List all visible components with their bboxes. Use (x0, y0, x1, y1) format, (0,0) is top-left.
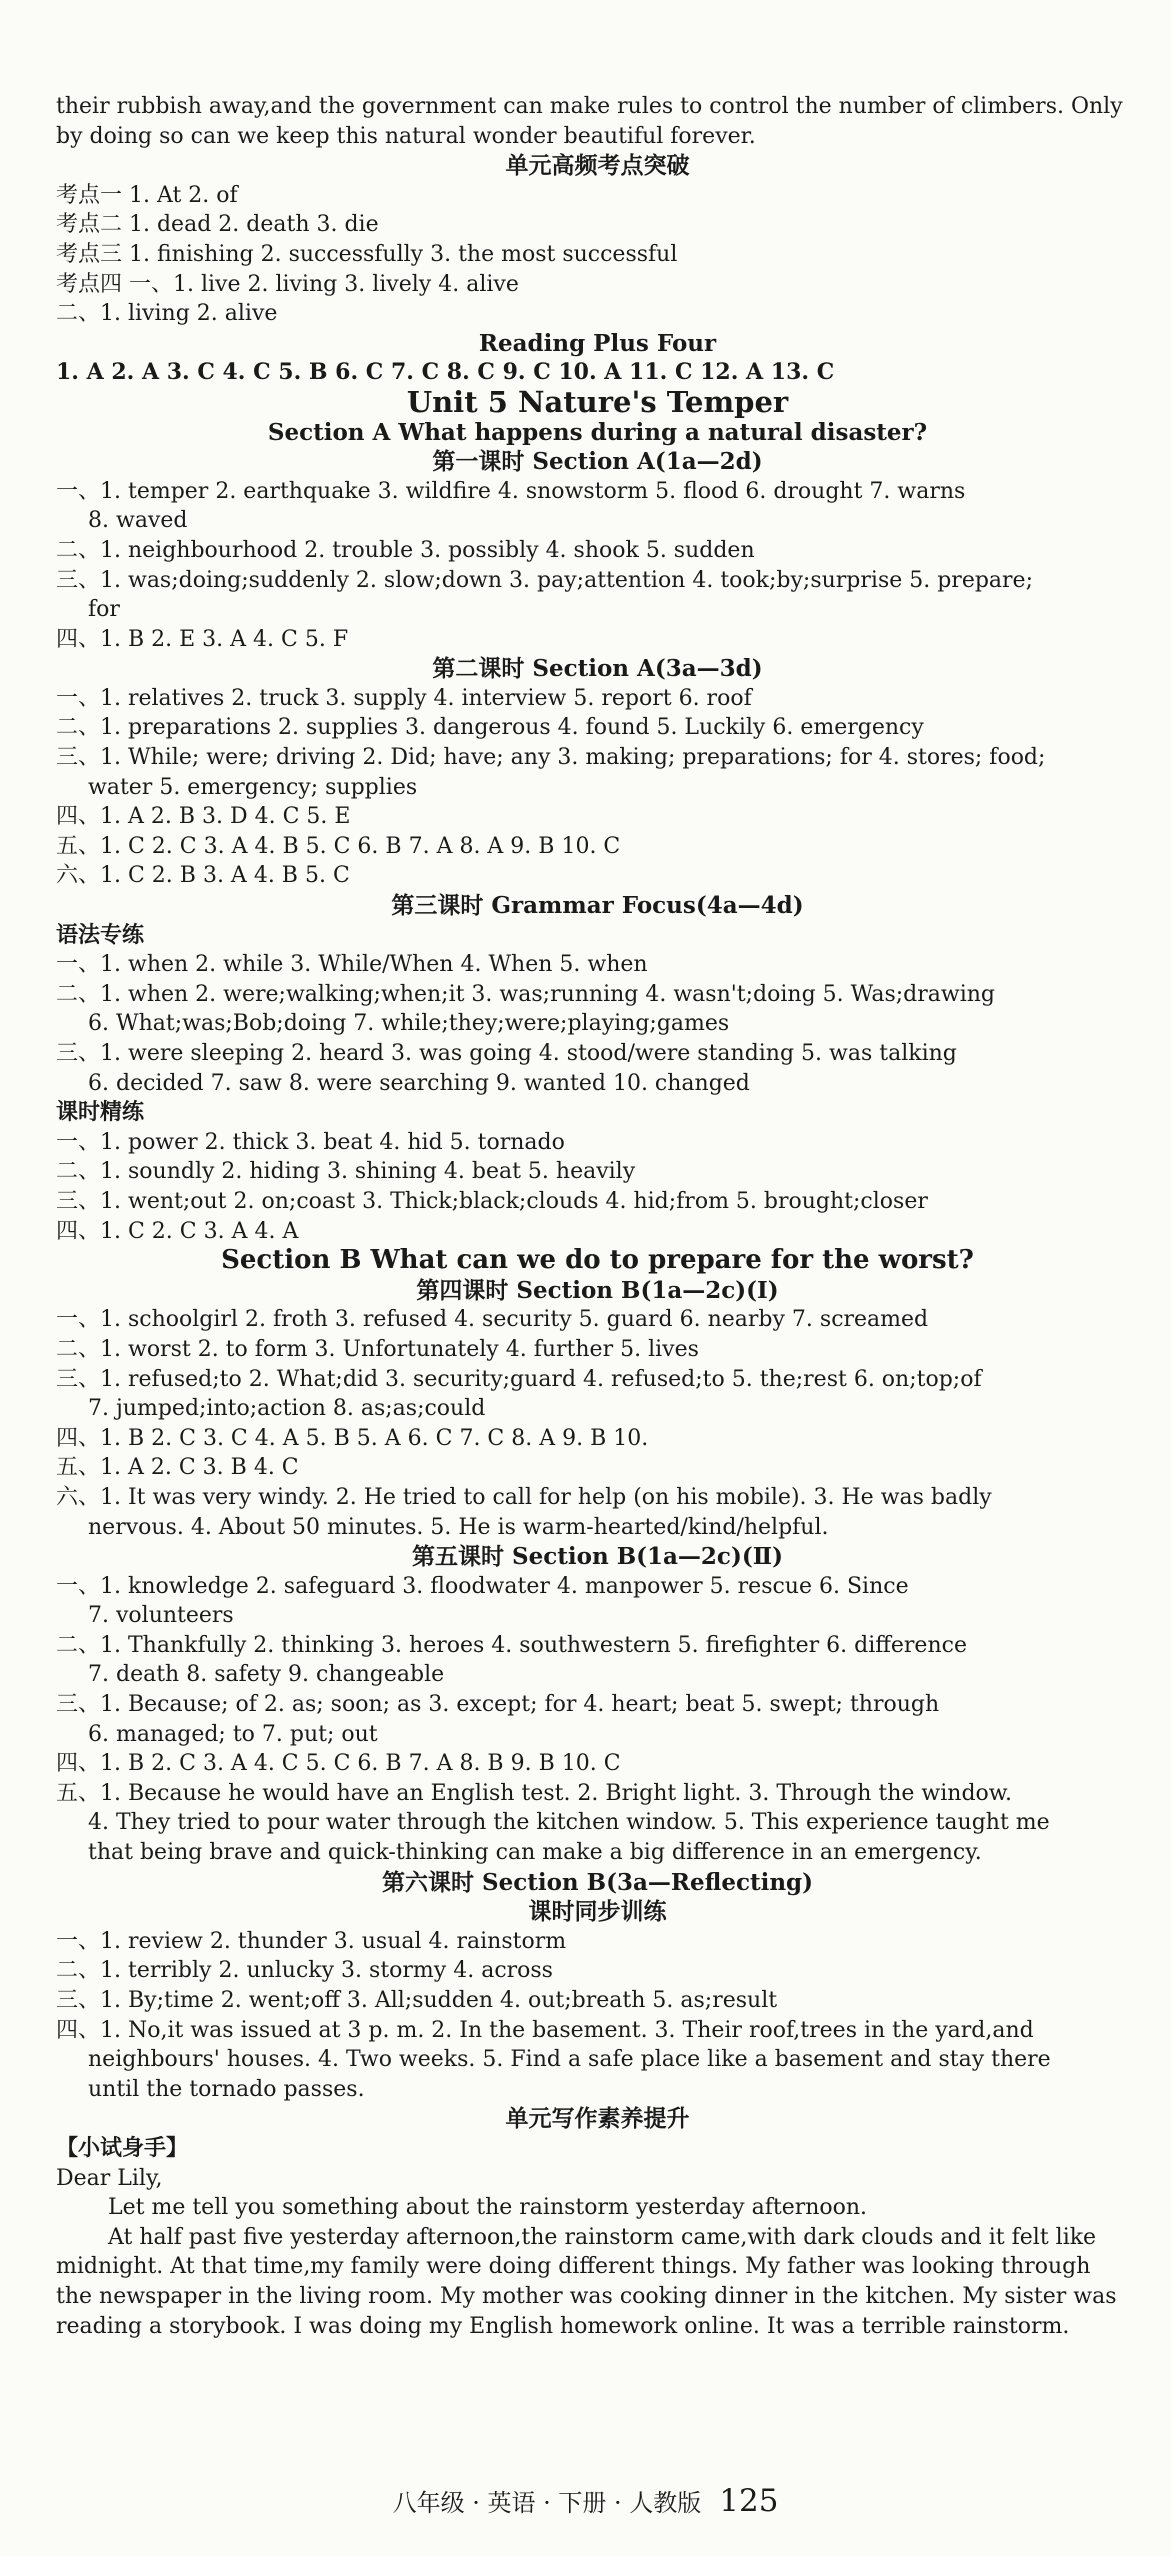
text-line: 五、1. C 2. C 3. A 4. B 5. C 6. B 7. A 8. A 9. B 10. C (56, 833, 621, 859)
text-line: for (88, 597, 120, 623)
text-line: 6. decided 7. saw 8. were searching 9. wanted 10. changed (88, 1070, 750, 1096)
text-line: 7. jumped;into;action 8. as;as;could (88, 1396, 486, 1422)
text-line: 二、1. terribly 2. unlucky 3. stormy 4. across (56, 1958, 553, 1984)
text-line: 6. What;was;Bob;doing 7. while;they;were;playing;games (88, 1011, 730, 1037)
section-heading: Section A What happens during a natural disaster? (267, 418, 928, 446)
text-line: 一、1. power 2. thick 3. beat 4. hid 5. tornado (56, 1129, 565, 1155)
text-line: 二、1. neighbourhood 2. trouble 3. possibly 4. shook 5. sudden (56, 537, 755, 563)
text-line: 考点二 1. dead 2. death 3. die (56, 212, 379, 238)
text-line: 二、1. worst 2. to form 3. Unfortunately 4. further 5. lives (56, 1336, 699, 1362)
section-heading: 第三课时 Grammar Focus(4a—4d) (391, 892, 804, 920)
text-line: At half past five yesterday afternoon,the rainstorm came,with dark clouds and it felt like (108, 2224, 1097, 2250)
text-line: 三、1. While; were; driving 2. Did; have; any 3. making; preparations; for 4. stores; food; (56, 745, 1046, 771)
text-line: by doing so can we keep this natural wonder beautiful forever. (56, 123, 756, 149)
text-line: Dear Lily, (56, 2165, 163, 2191)
text-line: 三、1. were sleeping 2. heard 3. was going 4. stood/were standing 5. was talking (56, 1041, 957, 1066)
text-line: 考点三 1. finishing 2. successfully 3. the most successful (56, 241, 678, 267)
text-line: 一、1. temper 2. earthquake 3. wildfire 4. snowstorm 5. flood 6. drought 7. warns (56, 478, 966, 504)
text-line: nervous. 4. About 50 minutes. 5. He is warm-hearted/kind/helpful. (88, 1514, 829, 1540)
text-line: 三、1. By;time 2. went;off 3. All;sudden 4. out;breath 5. as;result (56, 1988, 778, 2013)
text-line: 五、1. Because he would have an English test. 2. Bright light. 3. Through the window. (56, 1780, 1012, 1806)
text-line: 考点一 1. At 2. of (56, 182, 238, 208)
text-line: 二、1. when 2. were;walking;when;it 3. was;running 4. wasn't;doing 5. Was;drawing (56, 981, 996, 1007)
text-line: 语法专练 (56, 921, 145, 948)
text-line: 一、1. schoolgirl 2. froth 3. refused 4. security 5. guard 6. nearby 7. screamed (56, 1307, 929, 1333)
text-line: 五、1. A 2. C 3. B 4. C (56, 1455, 299, 1481)
text-line: their rubbish away,and the government can make rules to control the number of climbers. Only (56, 94, 1123, 119)
text-line: midnight. At that time,my family were doing different things. My father was looking through (56, 2254, 1091, 2280)
section-heading: Reading Plus Four (478, 329, 717, 357)
text-line: 课时精练 (56, 1099, 145, 1126)
text-line: 三、1. went;out 2. on;coast 3. Thick;black;clouds 4. hid;from 5. brought;closer (56, 1188, 928, 1214)
text-line: 7. death 8. safety 9. changeable (88, 1662, 445, 1688)
text-line: 三、1. Because; of 2. as; soon; as 3. except; for 4. heart; beat 5. swept; through (56, 1692, 940, 1718)
text-line: that being brave and quick-thinking can make a big difference in an emergency. (88, 1840, 982, 1866)
text-line: Let me tell you something about the rainstorm yesterday afternoon. (108, 2195, 868, 2221)
text-line: 三、1. refused;to 2. What;did 3. security;guard 4. refused;to 5. the;rest 6. on;top;of (56, 1366, 982, 1392)
text-line: 四、1. B 2. C 3. C 4. A 5. B 5. A 6. C 7. C 8. A 9. B 10. (56, 1425, 649, 1451)
text-line: reading a storybook. I was doing my English homework online. It was a terrible rainstorm. (56, 2313, 1070, 2339)
text-line: 三、1. was;doing;suddenly 2. slow;down 3. pay;attention 4. took;by;surprise 5. prepare; (56, 567, 1033, 593)
text-line: 一、1. knowledge 2. safeguard 3. floodwater 4. manpower 5. rescue 6. Since (56, 1573, 909, 1599)
text-line: 四、1. B 2. C 3. A 4. C 5. C 6. B 7. A 8. B 9. B 10. C (56, 1751, 621, 1777)
text-line: 四、1. B 2. E 3. A 4. C 5. F (56, 626, 349, 652)
text-line: 四、1. A 2. B 3. D 4. C 5. E (56, 804, 351, 830)
text-line: 6. managed; to 7. put; out (88, 1721, 378, 1747)
text-line: the newspaper in the living room. My mother was cooking dinner in the kitchen. My sister was (56, 2283, 1117, 2309)
text-line: 二、1. preparations 2. supplies 3. dangerous 4. found 5. Luckily 6. emergency (56, 715, 924, 741)
text-line: 8. waved (88, 508, 188, 534)
section-heading: Section B What can we do to prepare for the worst? (221, 1246, 974, 1276)
section-heading: 第一课时 Section A(1a—2d) (432, 448, 763, 476)
text-line: 1. A 2. A 3. C 4. C 5. B 6. C 7. C 8. C 9. C 10. A 11. C 12. A 13. C (56, 359, 835, 386)
page-footer (0, 2483, 1171, 2519)
footer-label: 八年级 · 英语 · 下册 · 人教版 (392, 2489, 702, 2517)
text-line: until the tornado passes. (88, 2076, 365, 2102)
text-line: 二、1. living 2. alive (56, 301, 278, 327)
text-line: 7. volunteers (88, 1603, 234, 1629)
text-line: 一、1. relatives 2. truck 3. supply 4. interview 5. report 6. roof (56, 685, 752, 711)
text-line: neighbours' houses. 4. Two weeks. 5. Find a safe place like a basement and stay there (88, 2047, 1051, 2073)
text-line: 四、1. C 2. C 3. A 4. A (56, 1218, 299, 1244)
text-line: 考点四 一、1. live 2. living 3. lively 4. alive (56, 271, 519, 297)
text-line: 四、1. No,it was issued at 3 p. m. 2. In the basement. 3. Their roof,trees in the yard,and (56, 2017, 1034, 2043)
section-heading: 第五课时 Section B(1a—2c)(Ⅱ) (412, 1543, 783, 1571)
text-line: 二、1. soundly 2. hiding 3. shining 4. beat 5. heavily (56, 1159, 636, 1185)
text-line: 二、1. Thankfully 2. thinking 3. heroes 4. southwestern 5. firefighter 6. difference (56, 1632, 967, 1658)
page-number: 125 (719, 2483, 779, 2519)
section-heading: 单元高频考点突破 (505, 152, 690, 180)
text-line: 六、1. It was very windy. 2. He tried to call for help (on his mobile). 3. He was badly (56, 1484, 992, 1510)
text-line: 【小试身手】 (56, 2134, 189, 2161)
text-line: 一、1. when 2. while 3. While/When 4. When 5. when (56, 952, 648, 978)
answer-content (56, 92, 1139, 2341)
text-line: 4. They tried to pour water through the kitchen window. 5. This experience taught me (88, 1810, 1050, 1836)
text-line: 一、1. review 2. thunder 3. usual 4. rainstorm (56, 1928, 567, 1954)
text-line: water 5. emergency; supplies (88, 774, 418, 800)
section-heading: 第四课时 Section B(1a—2c)(Ⅰ) (416, 1276, 779, 1304)
section-heading: 课时同步训练 (528, 1898, 667, 1926)
section-heading: 单元写作素养提升 (505, 2105, 690, 2133)
text-line: 六、1. C 2. B 3. A 4. B 5. C (56, 863, 350, 889)
section-heading: 第六课时 Section B(3a—Reflecting) (381, 1868, 814, 1896)
section-heading: Unit 5 Nature's Temper (406, 387, 789, 418)
section-heading: 第二课时 Section A(3a—3d) (432, 655, 763, 683)
